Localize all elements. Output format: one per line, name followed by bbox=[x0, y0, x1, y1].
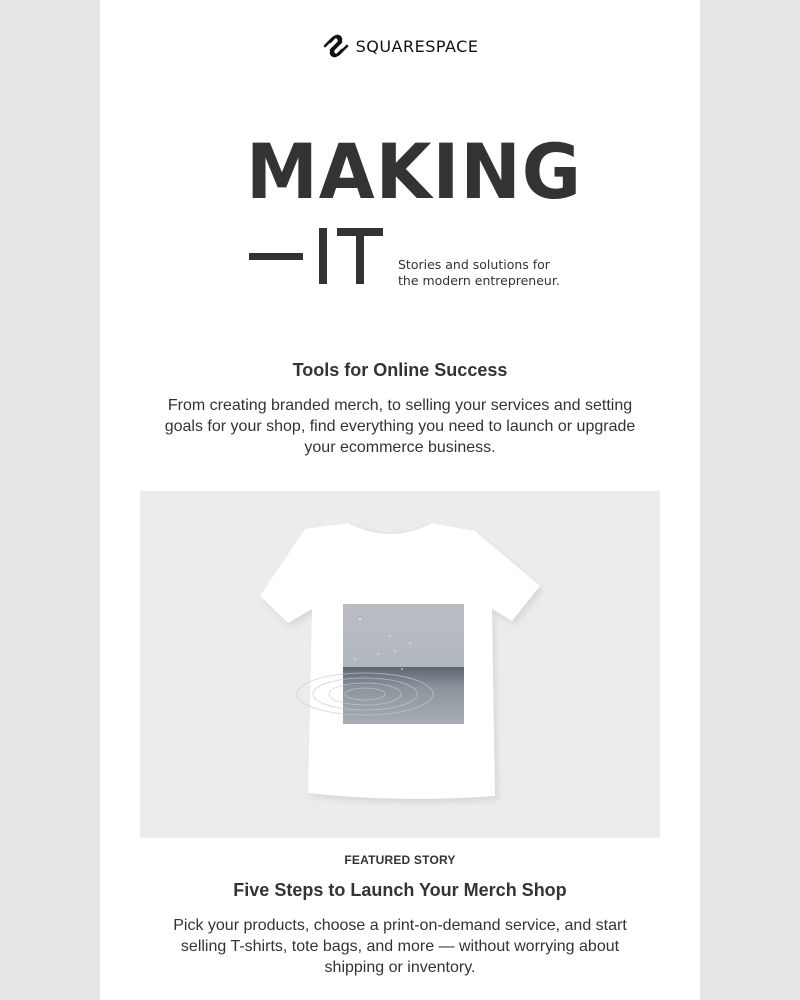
brand-header[interactable] bbox=[100, 33, 700, 59]
featured-tshirt-image[interactable] bbox=[140, 491, 660, 838]
hero-title-making: MAKING bbox=[246, 127, 582, 216]
hero-tagline bbox=[398, 257, 560, 289]
email-card bbox=[100, 0, 700, 1000]
hero-tagline-line2: the modern entrepreneur. bbox=[398, 273, 560, 288]
making-it-hero bbox=[246, 127, 582, 300]
brand-name: SQUARESPACE bbox=[355, 36, 479, 56]
hero-dash bbox=[249, 253, 303, 260]
featured-body: Pick your products, choose a print-on-demand service, and start selling T-shirts, tote bags, and more — without worrying about shipping or inventory. bbox=[173, 917, 627, 976]
featured-title[interactable]: Five Steps to Launch Your Merch Shop bbox=[233, 880, 567, 900]
intro-title: Tools for Online Success bbox=[292, 360, 508, 380]
hero-letter-i bbox=[319, 228, 327, 284]
squarespace-logo-icon bbox=[322, 33, 350, 59]
hero-letter-t-stem bbox=[356, 228, 364, 284]
hero-tagline-line1: Stories and solutions for bbox=[398, 257, 550, 272]
intro-body: From creating branded merch, to selling your services and setting goals for your shop, find everything you need to launch or upgrade your ecommerce business. bbox=[164, 397, 636, 456]
featured-kicker: FEATURED STORY bbox=[344, 853, 456, 867]
